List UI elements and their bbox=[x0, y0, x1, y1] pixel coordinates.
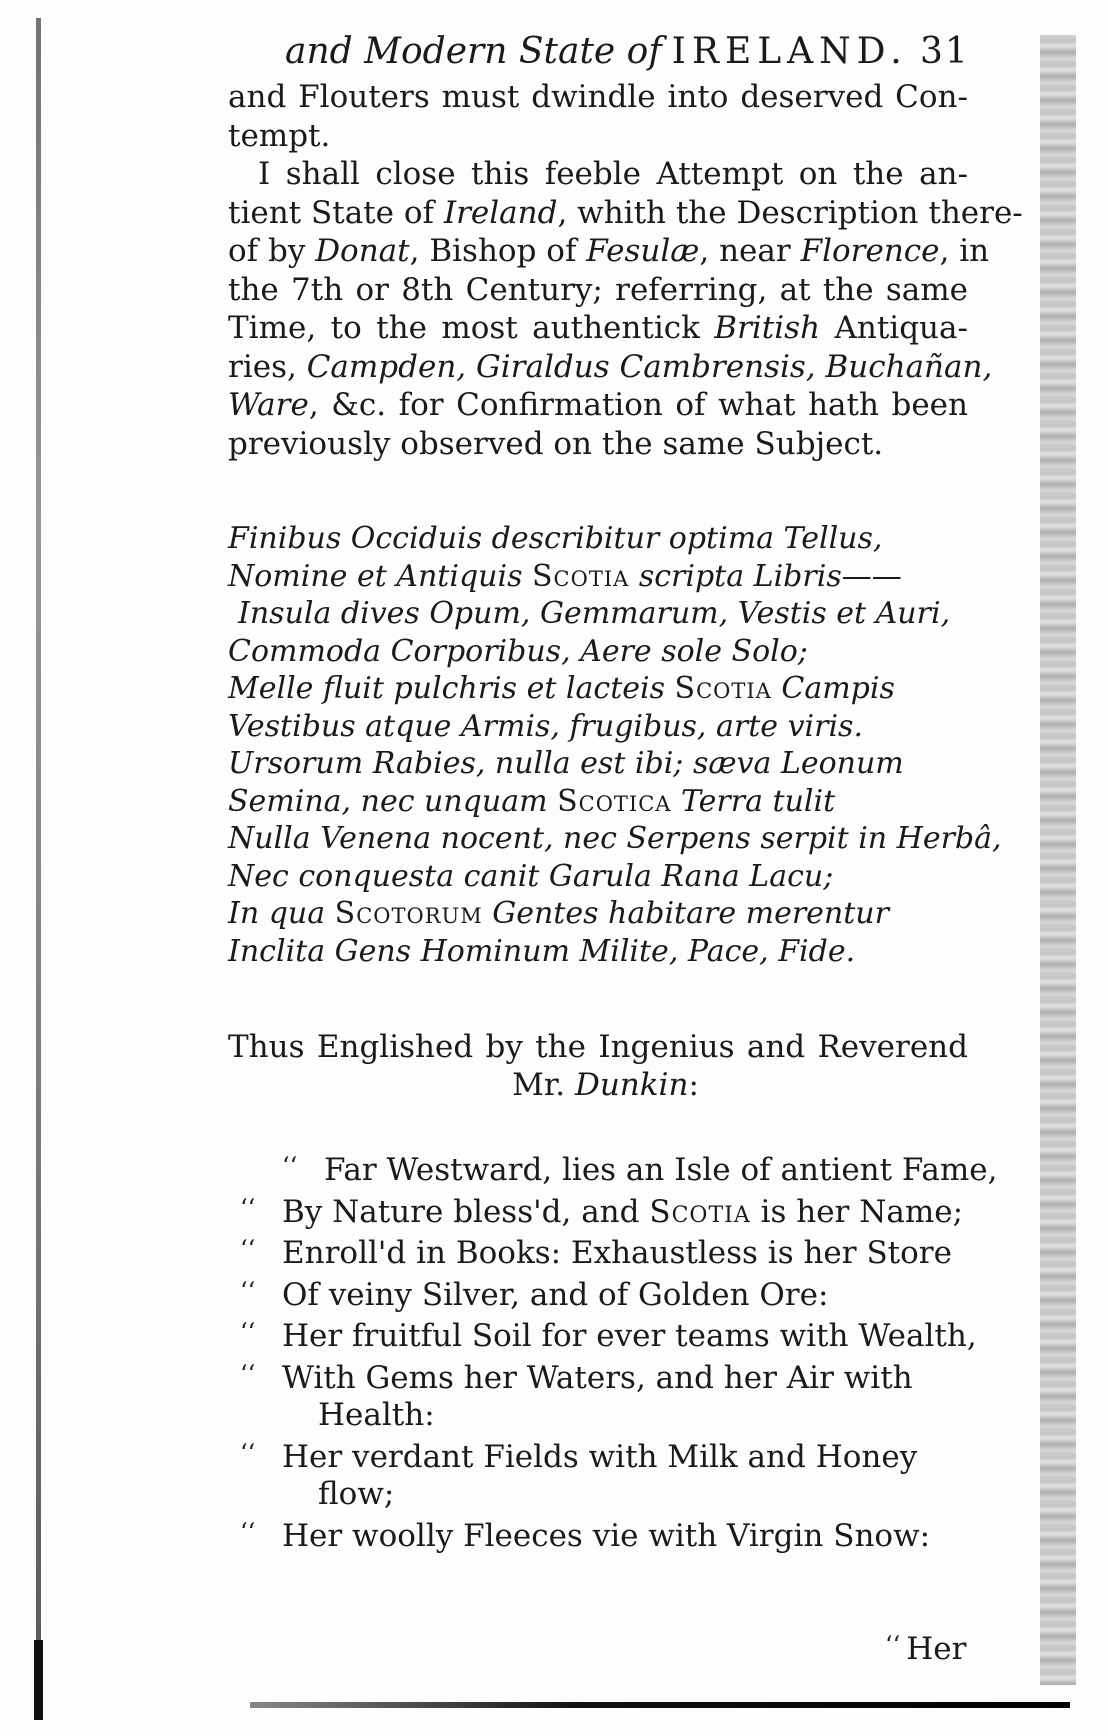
verse-line: ‘‘ Far Westward, lies an Isle of antient Fame, bbox=[240, 1148, 985, 1190]
verse-line: Nec conquesta canit Garula Rana Lacu; bbox=[228, 858, 834, 894]
verse-continuation: flow; bbox=[318, 1476, 395, 1512]
bottom-scan-rule bbox=[250, 1702, 1070, 1708]
verse-line: Vestibus atque Armis, frugibus, arte viris. bbox=[228, 708, 863, 744]
person-name: Donat bbox=[315, 233, 410, 269]
quote-mark: ‘‘ bbox=[240, 1318, 256, 1346]
text-line: tempt. bbox=[228, 117, 331, 154]
verse-line: Insula dives Opum, Gemmarum, Vestis et Auri, bbox=[238, 596, 951, 631]
latin-poem bbox=[228, 520, 1002, 970]
verse-line: Finibus Occiduis describitur optima Tellus, bbox=[228, 521, 883, 556]
english-poem bbox=[240, 1148, 998, 1555]
author-name: Ware bbox=[228, 387, 309, 423]
quote-mark: ‘‘ bbox=[885, 1631, 901, 1659]
small-caps-word: Scotia bbox=[674, 671, 772, 706]
quote-mark: ‘‘ bbox=[240, 1359, 256, 1388]
text-line: tient State of Ireland, whith the Description there- bbox=[228, 194, 1023, 231]
quote-mark: ‘‘ bbox=[240, 1438, 256, 1467]
verse-line: In qua Scotorum Gentes habitare merentur bbox=[228, 896, 889, 931]
verse-line: Nulla Venena nocent, nec Serpens serpit in Herbâ, bbox=[228, 821, 1002, 856]
running-head bbox=[285, 30, 970, 74]
verse-line: ‘‘ By Nature bless'd, and Scotia is her Name; bbox=[240, 1190, 985, 1232]
text-line: I shall close this feeble Attempt on the an- bbox=[258, 156, 968, 192]
verse-line: ‘‘ With Gems her Waters, and her Air with bbox=[240, 1356, 985, 1398]
text-line: of by Donat, Bishop of Fesulæ, near Florence, in bbox=[228, 233, 990, 269]
paragraph-continued bbox=[228, 78, 968, 155]
verse-line: ‘‘ Her woolly Fleeces vie with Virgin Snow: bbox=[240, 1514, 985, 1556]
verse-line: ‘‘ Her verdant Fields with Milk and Honey bbox=[240, 1435, 985, 1477]
verse-continuation: Health: bbox=[318, 1397, 435, 1433]
paragraph-closing bbox=[228, 155, 1023, 463]
text-line: previously observed on the same Subject. bbox=[228, 425, 884, 462]
running-title-italic: and Modern State of bbox=[285, 31, 662, 72]
place-name: Ireland bbox=[443, 194, 558, 231]
quote-mark: ‘‘ bbox=[240, 1235, 256, 1263]
verse-line: Commoda Corporibus, Aere sole Solo; bbox=[228, 633, 808, 669]
text-line: and Flouters must dwindle into deserved Con- bbox=[228, 79, 968, 115]
author-list: Campden, Giraldus Cambrensis, Buchañan, bbox=[306, 348, 993, 385]
small-caps-word: Scotica bbox=[557, 783, 672, 819]
catchword bbox=[885, 1626, 966, 1668]
translation-heading bbox=[228, 1028, 968, 1104]
running-title-caps: IRELAND. bbox=[671, 31, 908, 72]
quote-mark: ‘‘ bbox=[282, 1152, 298, 1180]
verse-line: Nomine et Antiquis Scotia scripta Libris—— bbox=[228, 558, 902, 594]
catchword-text: Her bbox=[906, 1631, 967, 1667]
quote-mark: ‘‘ bbox=[240, 1276, 256, 1305]
verse-line: Ursorum Rabies, nulla est ibi; sæva Leonum bbox=[228, 746, 904, 781]
page-gutter-mark bbox=[34, 1640, 43, 1720]
text-line: ries, Campden, Giraldus Cambrensis, Buchañan, bbox=[228, 348, 993, 385]
verse-line: Melle fluit pulchris et lacteis Scotia Campis bbox=[228, 671, 895, 706]
quote-mark: ‘‘ bbox=[240, 1193, 256, 1222]
text-line: Time, to the most authentick British Antiqua- bbox=[228, 310, 968, 346]
text-line: the 7th or 8th Century; referring, at the same bbox=[228, 271, 968, 308]
page-gutter-shadow bbox=[36, 18, 41, 1708]
verse-line: ‘‘ Of veiny Silver, and of Golden Ore: bbox=[240, 1273, 985, 1315]
quote-mark: ‘‘ bbox=[240, 1517, 256, 1546]
facing-page-edge bbox=[1040, 35, 1076, 1685]
text-line: Ware, &c. for Confirmation of what hath been bbox=[228, 387, 968, 423]
verse-line: Semina, nec unquam Scotica Terra tulit bbox=[228, 783, 836, 819]
small-caps-word: Scotia bbox=[649, 1193, 751, 1230]
place-name: Florence bbox=[800, 233, 940, 269]
translator-name: Dunkin bbox=[574, 1067, 689, 1103]
small-caps-word: Scotia bbox=[532, 558, 630, 594]
verse-line: Inclita Gens Hominum Milite, Pace, Fide. bbox=[228, 933, 856, 969]
small-caps-word: Scotorum bbox=[334, 896, 483, 931]
place-name: Fesulæ bbox=[586, 233, 700, 269]
heading-line: Thus Englished by the Ingenius and Reverend bbox=[228, 1029, 968, 1065]
prose-body bbox=[228, 78, 1023, 463]
heading-line: Mr. Dunkin: bbox=[512, 1067, 699, 1103]
adjective-italic: British bbox=[714, 310, 821, 346]
page-number: 31 bbox=[920, 31, 970, 72]
verse-line: ‘‘ Her fruitful Soil for ever teams with Wealth, bbox=[240, 1314, 985, 1356]
verse-line: ‘‘ Enroll'd in Books: Exhaustless is her Store bbox=[240, 1231, 985, 1273]
